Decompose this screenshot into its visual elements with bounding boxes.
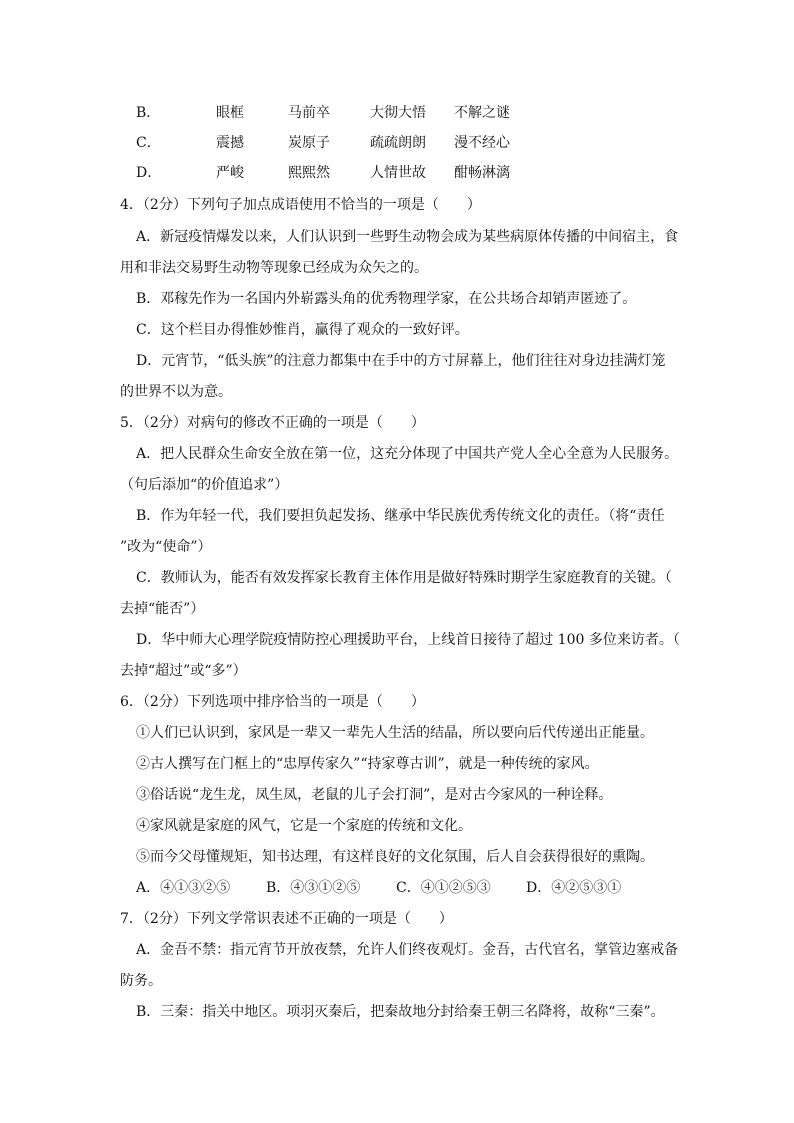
q4-stem: 4．（2分）下列句子加点成语使用不恰当的一项是（ ）	[120, 197, 481, 213]
q7-option-a-cont: 防务。	[120, 973, 162, 989]
q6-option-d: D．④②⑤③①	[526, 880, 622, 896]
q7-stem: 7．（2分）下列文学常识表述不正确的一项是（ ）	[120, 911, 453, 927]
word: 漫不经心	[454, 135, 510, 151]
option-label: C．	[136, 135, 161, 151]
word: 眼框	[216, 105, 244, 121]
q7-option-a: A．金吾不禁：指元宵节开放夜禁，允许人们终夜观灯。金吾，古代官名，掌管边塞戒备	[136, 942, 679, 958]
q6-sentence-4: ④家风就是家庭的风气，它是一个家庭的传统和文化。	[136, 818, 472, 834]
q4-option-d: D．元宵节，“低头族”的注意力都集中在手中的方寸屏幕上，他们往往对身边挂满灯笼	[136, 353, 666, 369]
word: 马前卒	[288, 105, 330, 121]
word: 人情世故	[370, 165, 426, 181]
q6-options	[136, 877, 621, 899]
word: 大彻大悟	[370, 105, 426, 121]
word: 不解之谜	[454, 105, 510, 121]
q6-sentence-1: ①人们已认识到，家风是一辈又一辈先人生活的结晶，所以要向后代传递出正能量。	[136, 725, 654, 741]
option-label: D．	[136, 165, 162, 181]
word: 熙熙然	[288, 165, 330, 181]
q6-option-b: B．④③①②⑤	[266, 880, 361, 896]
option-label: B．	[136, 105, 161, 121]
q4-option-c: C．这个栏目办得惟妙惟肖，赢得了观众的一致好评。	[136, 322, 469, 338]
q5-stem: 5．（2分）对病句的修改不正确的一项是（ ）	[120, 415, 425, 431]
q7-option-b: B．三秦：指关中地区。项羽灭秦后，把秦故地分封给秦王朝三名降将，故称“三秦”。	[136, 1004, 665, 1020]
word: 疏疏朗朗	[370, 135, 426, 151]
q4-option-a: A．新冠疫情爆发以来，人们认识到一些野生动物会成为某些病原体传播的中间宿主，食	[136, 229, 679, 245]
q6-option-c: C．④①②⑤③	[396, 880, 491, 896]
q4-option-b: B．邓稼先作为一名国内外崭露头角的优秀物理学家，在公共场合却销声匿迹了。	[136, 291, 637, 307]
q6-sentence-5: ⑤而今父母懂规矩，知书达理，有这样良好的文化氛围，后人自会获得很好的熏陶。	[136, 849, 654, 865]
q6-sentence-3: ③俗话说“龙生龙，凤生凤，老鼠的儿子会打洞”，是对古今家风的一种诠释。	[136, 787, 613, 803]
word: 震撼	[216, 135, 244, 151]
q5-option-d: D．华中师大心理学院疫情防控心理援助平台，上线首日接待了超过 100 多位来访者。（	[136, 632, 680, 648]
q3-option-c	[136, 132, 510, 154]
q6-option-a: A．④①③②⑤	[136, 880, 231, 896]
q5-option-b: B．作为年轻一代，我们要担负起发扬、继承中华民族优秀传统文化的责任。（将“责任	[136, 508, 665, 524]
word: 酣畅淋漓	[454, 165, 510, 181]
q6-sentence-2: ②古人撰写在门框上的“忠厚传家久”“持家尊古训”，就是一种传统的家风。	[136, 756, 599, 772]
q6-stem: 6．（2分）下列选项中排序恰当的一项是（ ）	[120, 694, 425, 710]
q4-option-d-cont: 的世界不以为意。	[120, 384, 232, 400]
q3-option-d	[136, 162, 510, 184]
word: 炭原子	[288, 135, 330, 151]
q5-option-a-cont: （句后添加“的价值追求”）	[120, 477, 289, 493]
q5-option-c-cont: 去掉“能否”）	[120, 601, 205, 617]
q3-option-b	[136, 102, 510, 124]
q4-option-a-cont: 用和非法交易野生动物等现象已经成为众矢之的。	[120, 260, 428, 276]
q5-option-d-cont: 去掉“超过”或“多”）	[120, 663, 247, 679]
q5-option-a: A．把人民群众生命安全放在第一位，这充分体现了中国共产党人全心全意为人民服务。	[136, 446, 679, 462]
q5-option-c: C．教师认为，能否有效发挥家长教育主体作用是做好特殊时期学生家庭教育的关键。（	[136, 570, 672, 586]
word: 严峻	[216, 165, 244, 181]
q5-option-b-cont: ”改为“使命”）	[120, 539, 212, 555]
